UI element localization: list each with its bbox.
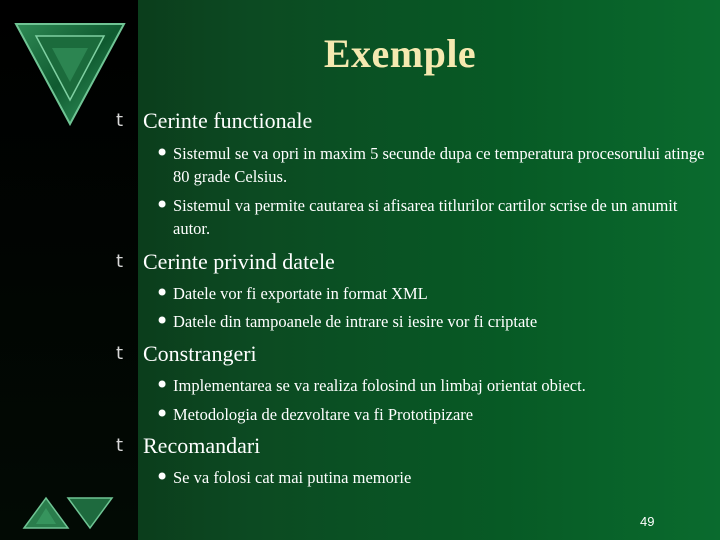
section-marker-icon: t [116, 435, 124, 456]
list-item-text: Sistemul va permite cautarea si afisarea titlurilor cartilor scrise de un anumit autor. [173, 196, 678, 238]
bullet-icon: • [155, 400, 170, 428]
bullet-icon: • [155, 371, 170, 399]
section-heading-text: Constrangeri [143, 341, 257, 366]
page-number: 49 [640, 514, 655, 529]
list-item-text: Implementarea se va realiza folosind un limbaj orientat obiect. [173, 376, 586, 395]
section-marker-icon: t [116, 343, 124, 364]
list-item-text: Datele din tampoanele de intrare si iesire vor fi criptate [173, 312, 538, 331]
bullet-icon: • [155, 279, 170, 307]
slide-title: Exemple [323, 31, 477, 76]
list-item [155, 371, 705, 399]
list-item [155, 463, 705, 491]
list-item-text: Metodologia de dezvoltare va fi Prototipizare [173, 405, 474, 424]
list-item [155, 139, 705, 188]
section-heading-text: Cerinte functionale [143, 108, 313, 133]
list-item [155, 400, 705, 428]
section-marker-icon: t [116, 251, 124, 272]
list-item-text: Datele vor fi exportate in format XML [173, 284, 428, 303]
section-marker-icon: t [116, 110, 124, 131]
section-heading-text: Cerinte privind datele [143, 249, 335, 274]
green-marble-triangles-icon [22, 496, 114, 530]
green-marble-triangle-icon [14, 20, 126, 128]
section-heading-text: Recomandari [143, 433, 261, 458]
list-item [155, 191, 705, 240]
list-item-text: Sistemul se va opri in maxim 5 secunde dupa ce temperatura procesorului atinge 80 grade Celsius. [173, 144, 705, 186]
bullet-icon: • [155, 191, 170, 219]
list-item [155, 279, 705, 307]
list-item-text: Se va folosi cat mai putina memorie [173, 468, 412, 487]
bullet-icon: • [155, 463, 170, 491]
bullet-icon: • [155, 307, 170, 335]
list-item [155, 307, 705, 335]
bullet-icon: • [155, 139, 170, 167]
